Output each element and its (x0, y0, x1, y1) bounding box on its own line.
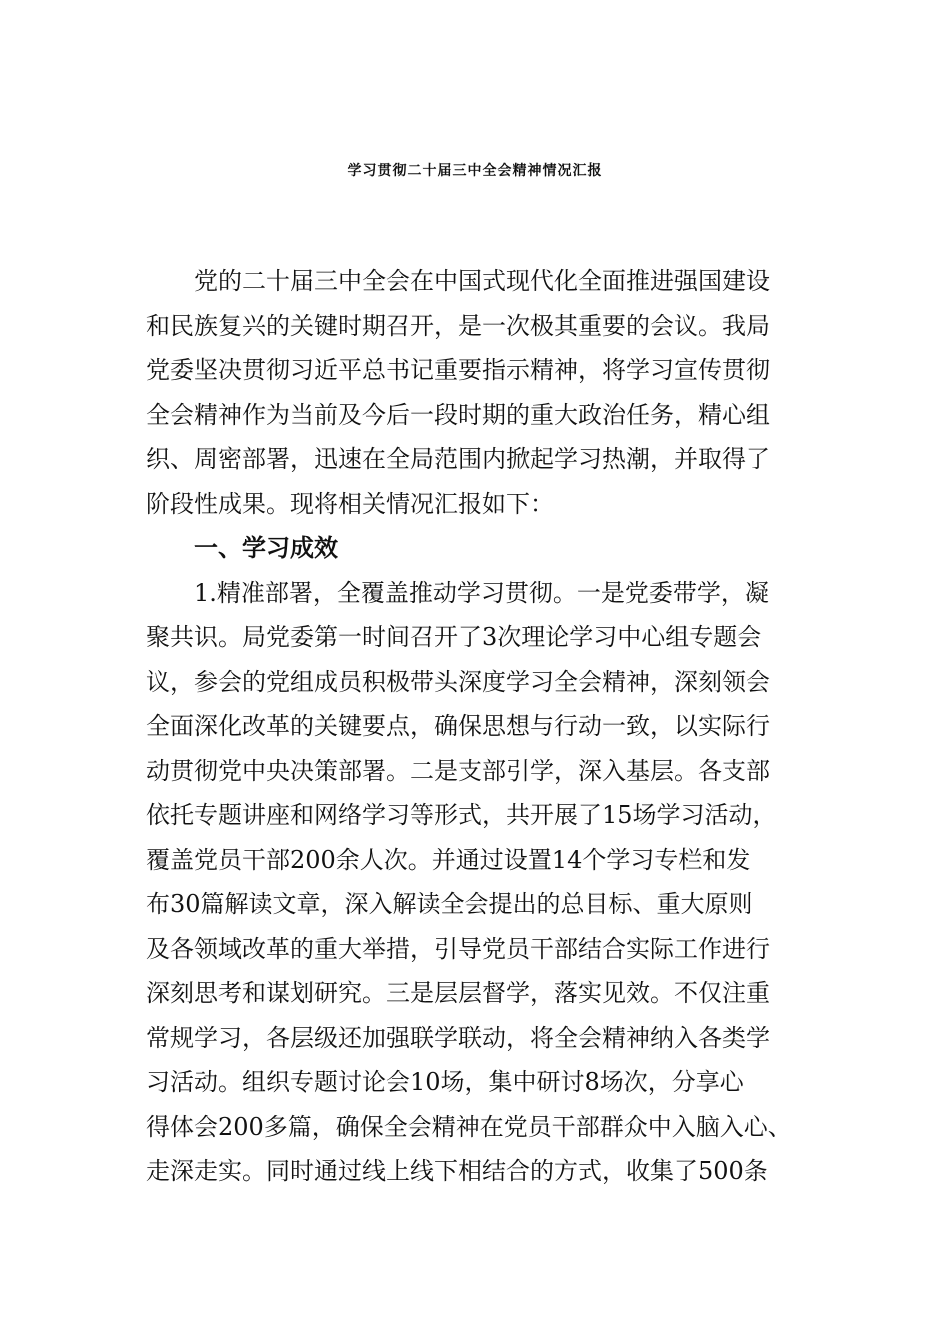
body-line: 依托专题讲座和网络学习等形式，共开展了15场学习活动， (146, 801, 777, 829)
section-heading: 一、学习成效 (194, 534, 338, 562)
body-line: 常规学习，各层级还加强联学联动，将全会精神纳入各类学 (146, 1024, 770, 1052)
body-line: 议，参会的党组成员积极带头深度学习全会精神，深刻领会 (146, 668, 770, 696)
intro-line: 党的二十届三中全会在中国式现代化全面推进强国建设 (194, 267, 770, 295)
body-line: 动贯彻党中央决策部署。二是支部引学，深入基层。各支部 (146, 757, 770, 785)
intro-line: 全会精神作为当前及今后一段时期的重大政治任务，精心组 (146, 401, 770, 429)
body-line: 1.精准部署，全覆盖推动学习贯彻。一是党委带学，凝 (194, 579, 769, 607)
body-line: 布30篇解读文章，深入解读全会提出的总目标、重大原则 (146, 890, 753, 918)
intro-line: 阶段性成果。现将相关情况汇报如下： (146, 490, 554, 518)
body-line: 走深走实。同时通过线上线下相结合的方式，收集了500条 (146, 1157, 768, 1185)
body-line: 全面深化改革的关键要点，确保思想与行动一致，以实际行 (146, 712, 770, 740)
body-line: 及各领域改革的重大举措，引导党员干部结合实际工作进行 (146, 935, 770, 963)
intro-line: 织、周密部署，迅速在全局范围内掀起学习热潮，并取得了 (146, 445, 770, 473)
body-line: 深刻思考和谋划研究。三是层层督学，落实见效。不仅注重 (146, 979, 770, 1007)
intro-line: 党委坚决贯彻习近平总书记重要指示精神，将学习宣传贯彻 (146, 356, 770, 384)
body-line: 习活动。组织专题讨论会10场，集中研讨8场次，分享心 (146, 1068, 744, 1096)
body-line: 聚共识。局党委第一时间召开了3次理论学习中心组专题会 (146, 623, 762, 651)
intro-line: 和民族复兴的关键时期召开，是一次极其重要的会议。我局 (146, 312, 770, 340)
document-title: 学习贯彻二十届三中全会精神情况汇报 (347, 163, 603, 179)
body-line: 覆盖党员干部200余人次。并通过设置14个学习专栏和发 (146, 846, 751, 874)
body-line: 得体会200多篇，确保全会精神在党员干部群众中入脑入心、 (146, 1113, 792, 1141)
